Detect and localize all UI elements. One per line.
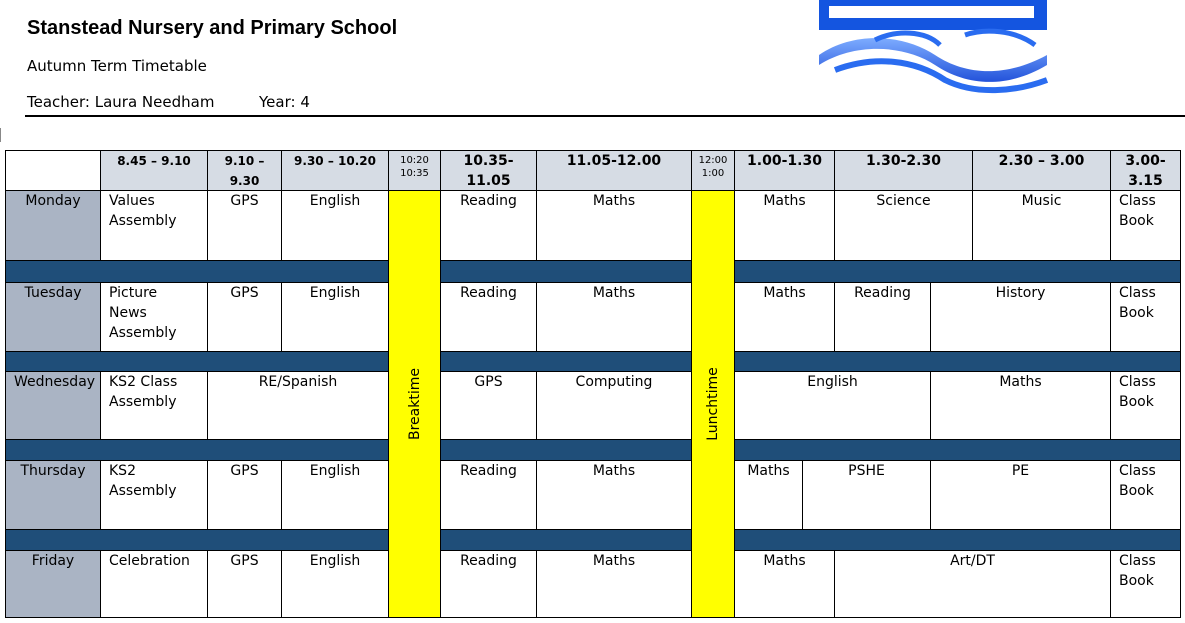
- lesson-cell: History: [930, 282, 1111, 352]
- time-header: 3.00-3.15: [1110, 150, 1181, 191]
- lesson-cell: Reading: [834, 282, 931, 352]
- lesson-cell: GPS: [207, 460, 282, 530]
- timetable-grid: [5, 150, 1181, 618]
- timetable-subtitle: Autumn Term Timetable: [27, 57, 207, 75]
- lesson-cell: KS2 Class Assembly: [100, 371, 208, 440]
- day-friday: Friday: [5, 550, 101, 618]
- lesson-cell: Maths: [536, 460, 692, 530]
- lesson-cell: Reading: [440, 460, 537, 530]
- lesson-cell: Reading: [440, 282, 537, 352]
- day-monday: Monday: [5, 190, 101, 261]
- divider-band: [440, 351, 692, 372]
- lesson-cell: English: [281, 190, 389, 261]
- lesson-cell: Class Book: [1110, 190, 1181, 261]
- divider-band: [734, 529, 1181, 551]
- time-header: 10.35-11.05: [440, 150, 537, 191]
- day-wednesday: Wednesday: [5, 371, 101, 440]
- lesson-cell: GPS: [440, 371, 537, 440]
- breaktime-column: [388, 190, 441, 618]
- divider-band: [734, 351, 1181, 372]
- time-header: 9.10 – 9.30: [207, 150, 282, 191]
- lesson-cell: Reading: [440, 550, 537, 618]
- school-name: Stanstead Nursery and Primary School: [27, 17, 398, 39]
- lesson-cell: Computing: [536, 371, 692, 440]
- breaktime-label: Breaktime: [406, 368, 423, 440]
- time-header: 12:00 1:00: [691, 150, 735, 191]
- lesson-cell: Class Book: [1110, 550, 1181, 618]
- lesson-cell: Class Book: [1110, 371, 1181, 440]
- divider-band: [5, 529, 389, 551]
- lesson-cell: Music: [972, 190, 1111, 261]
- divider-band: [440, 260, 692, 283]
- lesson-cell: English: [281, 550, 389, 618]
- lesson-cell: PE: [930, 460, 1111, 530]
- lesson-cell: Maths: [536, 282, 692, 352]
- school-logo: [815, 0, 1050, 95]
- year-label: Year: 4: [259, 93, 310, 111]
- lesson-cell: Maths: [536, 550, 692, 618]
- divider-band: [734, 260, 1181, 283]
- day-tuesday: Tuesday: [5, 282, 101, 352]
- lesson-cell: Maths: [536, 190, 692, 261]
- lesson-cell: PSHE: [802, 460, 931, 530]
- lesson-cell: Maths: [734, 282, 835, 352]
- lesson-cell: Art/DT: [834, 550, 1111, 618]
- lesson-cell: GPS: [207, 282, 282, 352]
- lesson-cell: Values Assembly: [100, 190, 208, 261]
- lesson-cell: Science: [834, 190, 973, 261]
- time-header: 8.45 – 9.10: [100, 150, 208, 191]
- lesson-cell: Maths: [734, 190, 835, 261]
- lesson-cell: Class Book: [1110, 460, 1181, 530]
- lesson-cell: GPS: [207, 190, 282, 261]
- lesson-cell: RE/Spanish: [207, 371, 389, 440]
- divider-band: [5, 351, 389, 372]
- time-header: 1.00-1.30: [734, 150, 835, 191]
- lesson-cell: GPS: [207, 550, 282, 618]
- time-header: 9.30 – 10.20: [281, 150, 389, 191]
- lesson-cell: Celebration: [100, 550, 208, 618]
- lunchtime-column: [691, 190, 735, 618]
- day-thursday: Thursday: [5, 460, 101, 530]
- lunchtime-label: Lunchtime: [705, 367, 721, 441]
- header-rule: [25, 115, 1185, 117]
- lesson-cell: Class Book: [1110, 282, 1181, 352]
- time-header: 2.30 – 3.00: [972, 150, 1111, 191]
- lesson-cell: Maths: [734, 460, 803, 530]
- lesson-cell: English: [281, 460, 389, 530]
- divider-band: [440, 529, 692, 551]
- time-header: 1.30-2.30: [834, 150, 973, 191]
- corner-cell: [5, 150, 101, 191]
- lesson-cell: KS2 Assembly: [100, 460, 208, 530]
- divider-band: [440, 439, 692, 461]
- divider-band: [5, 439, 389, 461]
- teacher-label: Teacher: Laura Needham: [27, 93, 215, 111]
- lesson-cell: Maths: [930, 371, 1111, 440]
- lesson-cell: Maths: [734, 550, 835, 618]
- divider-band: [734, 439, 1181, 461]
- lesson-cell: Reading: [440, 190, 537, 261]
- lesson-cell: English: [281, 282, 389, 352]
- time-header: 10:20 10:35: [388, 150, 441, 191]
- lesson-cell: Picture News Assembly: [100, 282, 208, 352]
- divider-band: [5, 260, 389, 283]
- lesson-cell: English: [734, 371, 931, 440]
- time-header: 11.05-12.00: [536, 150, 692, 191]
- margin-mark: [0, 128, 1, 142]
